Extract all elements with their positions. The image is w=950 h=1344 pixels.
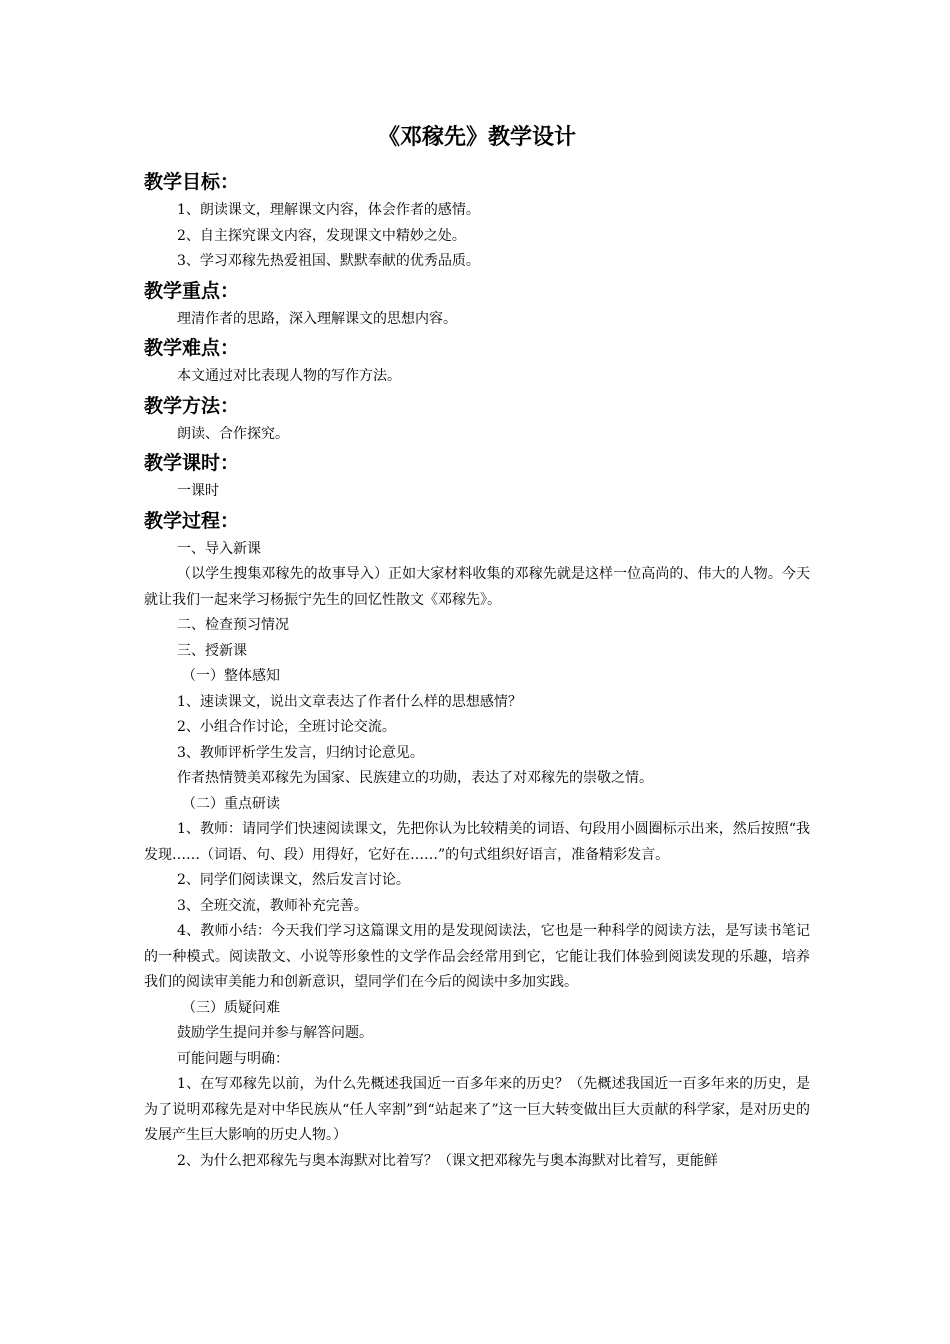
paragraph: 2、为什么把邓稼先与奥本海默对比着写？（课文把邓稼先与奥本海默对比着写，更能鲜	[177, 1152, 718, 1169]
paragraph: 3、全班交流，教师补充完善。	[177, 897, 368, 914]
paragraph: 2、同学们阅读课文，然后发言讨论。	[177, 872, 410, 888]
paragraph: 本文通过对比表现人物的写作方法。	[177, 368, 401, 384]
section-process	[144, 505, 810, 1175]
paragraph: （二）重点研读	[182, 795, 280, 812]
section-heading: 教学方法：	[144, 394, 240, 417]
paragraph: （三）质疑问难	[182, 999, 280, 1016]
section-heading: 教学课时：	[144, 452, 240, 474]
paragraph: 3、教师评析学生发言，归纳讨论意见。	[177, 744, 424, 761]
section-heading: 教学过程：	[144, 509, 240, 532]
paragraph: 可能问题与明确：	[177, 1050, 289, 1067]
paragraph: 3、学习邓稼先热爱祖国、默默奉献的优秀品质。	[177, 253, 480, 269]
section-key-points	[144, 275, 810, 333]
section-class-hours	[144, 447, 810, 505]
paragraph: （以学生搜集邓稼先的故事导入）正如大家材料收集的邓稼先就是这样一位高尚的、伟大的人物。今天就让我们一起来学习杨振宁先生的回忆性散文《邓稼先》。	[144, 566, 810, 608]
paragraph: 2、小组合作讨论，全班讨论交流。	[177, 719, 396, 735]
section-heading: 教学难点：	[144, 337, 240, 359]
page-title: 《邓稼先》教学设计	[377, 125, 576, 150]
paragraph: 三、授新课	[177, 642, 247, 659]
section-heading: 教学重点：	[144, 279, 240, 302]
paragraph: 一、导入新课	[177, 540, 261, 557]
paragraph: 1、在写邓稼先以前，为什么先概述我国近一百多年来的历史？（先概述我国近一百多年来的历史，是为了说明邓稼先是对中华民族从“任人宰割”到“站起来了”这一巨大转变做出巨大贡献的科学家，是对历史的发展产生巨大影响的历史人物。）	[144, 1076, 810, 1143]
paragraph: 1、速读课文，说出文章表达了作者什么样的思想感情？	[177, 693, 522, 710]
paragraph: 理清作者的思路，深入理解课文的思想内容。	[177, 310, 457, 327]
section-heading: 教学目标：	[144, 171, 240, 193]
paragraph: 作者热情赞美邓稼先为国家、民族建立的功勋，表达了对邓稼先的崇敬之情。	[177, 770, 653, 786]
paragraph: 4、教师小结：今天我们学习这篇课文用的是发现阅读法，它也是一种科学的阅读方法，是写读书笔记的一种模式。阅读散文、小说等形象性的文学作品会经常用到它，它能让我们体验到阅读发现的乐趣，培养我们的阅读审美能力和创新意识，望同学们在今后的阅读中多加实践。	[144, 923, 810, 990]
paragraph: 朗读、合作探究。	[177, 425, 289, 442]
paragraph: 1、教师：请同学们快速阅读课文，先把你认为比较精美的词语、句段用小圆圈标示出来，然后按照“我发现……（词语、句、段）用得好，它好在……”的句式组织好语言，准备精彩发言。	[144, 821, 810, 863]
section-objectives	[144, 166, 810, 275]
paragraph: 一课时	[177, 483, 219, 499]
document-body	[144, 120, 810, 1174]
paragraph: 鼓励学生提问并参与解答问题。	[177, 1025, 373, 1041]
paragraph: 1、朗读课文，理解课文内容，体会作者的感情。	[177, 202, 480, 218]
paragraph: （一）整体感知	[182, 668, 280, 684]
section-methods	[144, 390, 810, 448]
section-difficulties	[144, 332, 810, 390]
paragraph: 2、自主探究课文内容，发现课文中精妙之处。	[177, 227, 466, 244]
paragraph: 二、检查预习情况	[177, 617, 289, 633]
